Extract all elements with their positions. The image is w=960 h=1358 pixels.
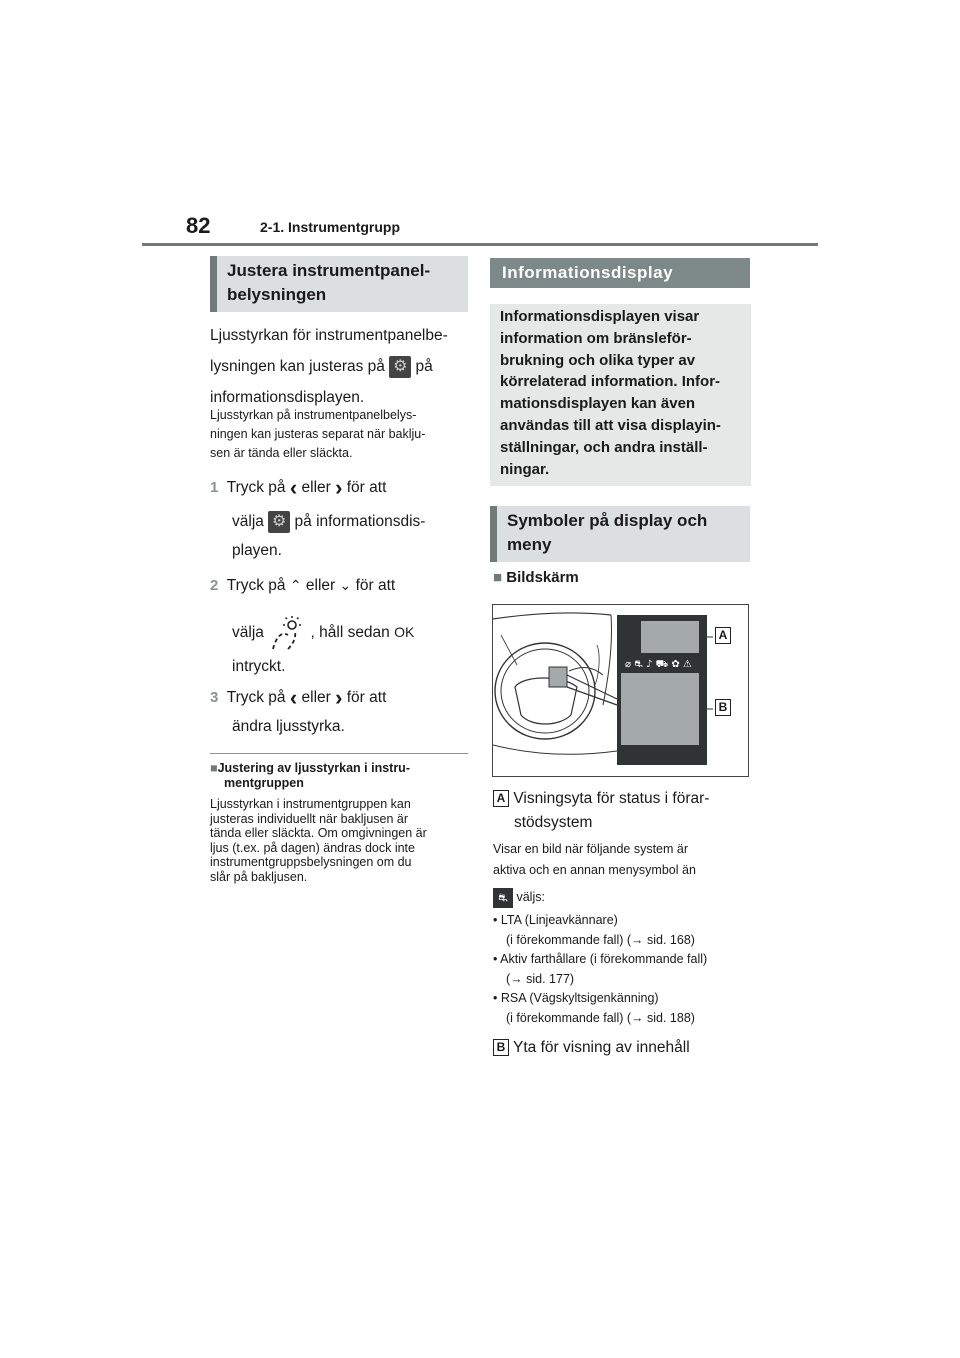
heading-instrument-lighting — [210, 256, 468, 312]
step-line — [210, 570, 472, 601]
step-text: , håll sedan — [310, 624, 390, 642]
info-line: körrelaterad information. Infor- — [500, 373, 721, 391]
sub-text-line: slår på bakljusen. — [210, 869, 308, 884]
bullet-line: (i förekommande fall) (→ sid. 168) — [506, 932, 695, 947]
gear-icon: ⚙ — [389, 356, 411, 378]
bullet-line: • Aktiv farthållare (i förekommande fall) — [493, 952, 708, 966]
step-text: Tryck på — [226, 577, 286, 594]
step-text: eller — [301, 689, 331, 706]
bullet-line: • LTA (Linjeavkännare) — [493, 913, 618, 927]
step-line — [210, 506, 472, 537]
callout-a: A — [715, 627, 731, 644]
intro-note — [210, 406, 472, 463]
intro-text: lysningen kan justeras på — [210, 358, 385, 375]
info-box — [490, 304, 751, 486]
brightness-icon — [268, 615, 306, 651]
desc-line: aktiva och en annan menysymbol än — [493, 863, 696, 877]
heading-symbols — [490, 506, 750, 562]
list-item — [493, 989, 755, 1028]
sub-text — [210, 797, 472, 884]
callout-b: B — [715, 699, 731, 716]
note-line: ningen kan justeras separat när baklju- — [210, 427, 426, 441]
step-number: 2 — [210, 577, 219, 594]
step-line — [210, 472, 472, 503]
note-line: Ljusstyrkan på instrumentpanelbelys- — [210, 408, 417, 422]
step-line: ändra ljusstyrka. — [232, 718, 345, 735]
step-line — [210, 682, 472, 713]
step-text: på informationsdis- — [294, 513, 426, 530]
gear-icon: ⚙ — [268, 511, 290, 533]
sub-heading-text: Bildskärm — [506, 569, 579, 586]
step-text: välja — [232, 513, 264, 530]
sub-heading-text: Justering av ljusstyrkan i instru- — [217, 761, 410, 775]
chevron-right-icon: › — [335, 474, 343, 500]
step-text: Tryck på — [226, 689, 286, 706]
info-line: mationsdisplayen kan även — [500, 395, 696, 413]
sub-heading-line: ■Justering av ljusstyrkan i instru- — [210, 761, 410, 775]
item-b-text: Yta för visning av innehåll — [513, 1039, 690, 1056]
sub-text-line: justeras individuellt när bakljusen är — [210, 811, 409, 826]
list-item — [493, 950, 755, 989]
step-text: Tryck på — [226, 479, 286, 496]
sub-heading-bildskarm: ■ Bildskärm — [493, 569, 579, 586]
heading-line: Justera instrumentpanel- — [227, 261, 431, 280]
step-line: intryckt. — [232, 658, 286, 675]
header-rule — [142, 243, 818, 246]
intro-text: på — [415, 358, 433, 375]
display-figure — [492, 604, 749, 777]
step-text: för att — [346, 689, 387, 706]
intro-line — [210, 351, 470, 382]
desc-line — [493, 887, 755, 908]
item-a — [493, 787, 755, 835]
step-3 — [210, 682, 472, 742]
step-line: playen. — [232, 542, 282, 559]
bullet-list — [493, 911, 755, 1028]
item-a-line — [493, 787, 755, 811]
step-1 — [210, 472, 472, 566]
divider — [210, 753, 468, 754]
driver-assist-icon: ⛐ — [493, 888, 513, 908]
intro-paragraph — [210, 320, 470, 413]
heading-information-display: Informationsdisplay — [490, 258, 750, 288]
bullet-line: • RSA (Vägskyltsigenkänning) — [493, 991, 659, 1005]
item-b — [493, 1036, 755, 1060]
item-a-line: stödsystem — [514, 814, 593, 831]
chevron-left-icon: ‹ — [289, 474, 298, 500]
cockpit-illustration — [493, 605, 748, 776]
sub-text-line: tända eller släckta. Om omgivningen är — [210, 826, 427, 840]
bullet-line: (→ sid. 177) — [506, 971, 575, 986]
chevron-right-icon: › — [335, 684, 343, 710]
chevron-down-icon: ⌄ — [339, 577, 352, 593]
desc-line: Visar en bild när följande system är — [493, 842, 689, 856]
heading-line: Symboler på display och — [507, 511, 708, 530]
intro-line: Ljusstyrkan för instrumentpanelbe- — [210, 327, 448, 344]
intro-line: informationsdisplayen. — [210, 389, 365, 406]
item-a-text: Visningsyta för status i förar- — [513, 790, 710, 807]
step-text: eller — [301, 479, 331, 496]
list-item — [493, 911, 755, 950]
svg-text:⌀ ⛐ ♪ ⛟ ✿ ⚠: ⌀ ⛐ ♪ ⛟ ✿ ⚠ — [625, 659, 692, 670]
sub-text-line: Ljusstyrkan i instrumentgruppen kan — [210, 797, 411, 811]
heading-line: meny — [507, 535, 552, 554]
sub-heading-line: mentgruppen — [224, 776, 304, 790]
chevron-up-icon: ⌃ — [289, 577, 302, 593]
step-2 — [210, 570, 472, 682]
info-line: ningar. — [500, 460, 550, 478]
step-text: för att — [346, 479, 387, 496]
section-title: 2-1. Instrumentgrupp — [260, 219, 401, 235]
info-line: brukning och olika typer av — [500, 351, 696, 369]
step-text: välja — [232, 624, 264, 642]
step-number: 3 — [210, 689, 219, 706]
desc-text: väljs: — [516, 890, 545, 904]
label-b: B — [493, 1039, 509, 1056]
sub-text-line: ljus (t.ex. på dagen) ändras dock inte — [210, 840, 415, 855]
step-text: för att — [355, 577, 396, 594]
note-line: sen är tända eller släckta. — [210, 446, 353, 460]
sub-heading-lighting — [210, 761, 472, 791]
chevron-left-icon: ‹ — [289, 684, 298, 710]
step-line — [210, 615, 472, 651]
info-line: användas till att visa displayin- — [500, 416, 721, 434]
bullet-line: (i förekommande fall) (→ sid. 188) — [506, 1010, 695, 1025]
info-line: information om bränsleför- — [500, 329, 692, 347]
page-number: 82 — [186, 213, 211, 238]
step-number: 1 — [210, 479, 219, 496]
item-a-description — [493, 839, 755, 908]
info-line: Informationsdisplayen visar — [500, 308, 700, 325]
label-a: A — [493, 790, 509, 807]
sub-text-line: instrumentgruppsbelysningen om du — [210, 855, 412, 869]
info-line: ställningar, och andra inställ- — [500, 438, 708, 456]
heading-line: belysningen — [227, 285, 327, 304]
step-text: eller — [305, 577, 336, 594]
ok-icon: OK — [394, 624, 415, 641]
